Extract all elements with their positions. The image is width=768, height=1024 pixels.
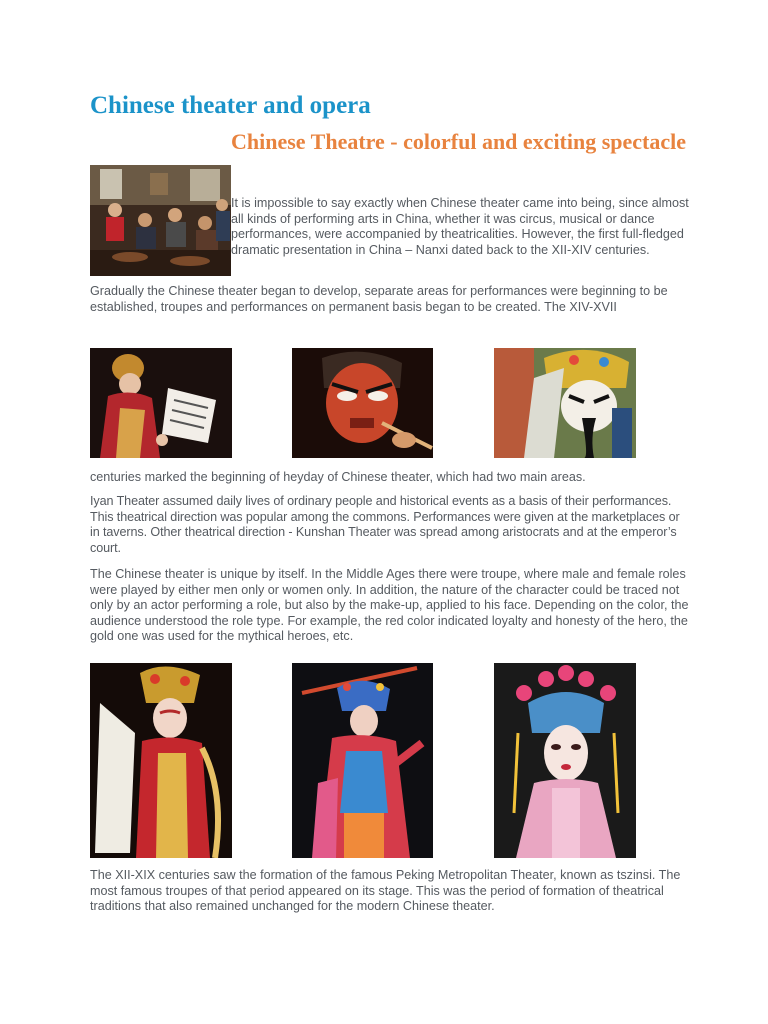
- section-subtitle: Chinese Theatre - colorful and exciting spectacle: [231, 129, 687, 154]
- development-paragraph: Gradually the Chinese theater began to develop, separate areas for performances were beginning to be established, troupes and performances on permanent basis began to be created. The XIV-XVII: [90, 284, 668, 314]
- teahouse-audience-photo: [90, 165, 231, 276]
- opera-actor-reading-photo: [90, 348, 232, 458]
- iyan-theater-paragraph: Iyan Theater assumed daily lives of ordinary people and historical events as a basis of their performances. This theatrical direction was popular among the commons. Performances were given at the marketplaces or in taverns. Other theatrical direction - Kunshan Theater was spread among aristocrats and at the emperor’s court.: [90, 494, 680, 555]
- unique-theater-paragraph: The Chinese theater is unique by itself. In the Middle Ages there were troupe, where male and female roles were played by either men only or women only. In addition, the nature of the character could be traced not only by an actor performing a role, but also by the make-up, applied to his face. Depending on the color, the audience understood the role type. For example, the red color indicated loyalty and honesty of the hero, the gold one was used for the mythical heroes, etc.: [90, 567, 689, 644]
- makeup-application-photo: [292, 348, 433, 458]
- pink-costume-actress-photo: [494, 663, 636, 858]
- intro-paragraph: It is impossible to say exactly when Chinese theater came into being, since almost all kinds of performing arts in China, whether it was circus, musical or dance performances, were accompanied by theatricalities. However, the first full-fledged dramatic presentation in China – Nanxi dated back to the XII-XIV centuries.: [231, 196, 689, 257]
- heyday-paragraph: centuries marked the beginning of heyday of Chinese theater, which had two main areas.: [90, 470, 586, 484]
- actress-with-sleeve-photo: [90, 663, 232, 858]
- page-title: Chinese theater and opera: [90, 92, 371, 119]
- painted-face-warrior-photo: [494, 348, 636, 458]
- peking-theater-paragraph: The XII-XIX centuries saw the formation of the famous Peking Metropolitan Theater, known as tszinsi. The most famous troupes of that period appeared on its stage. This was the period of formation of theatrical traditions that also remained unchanged for the modern Chinese theater.: [90, 868, 681, 914]
- warrior-with-spear-photo: [292, 663, 433, 858]
